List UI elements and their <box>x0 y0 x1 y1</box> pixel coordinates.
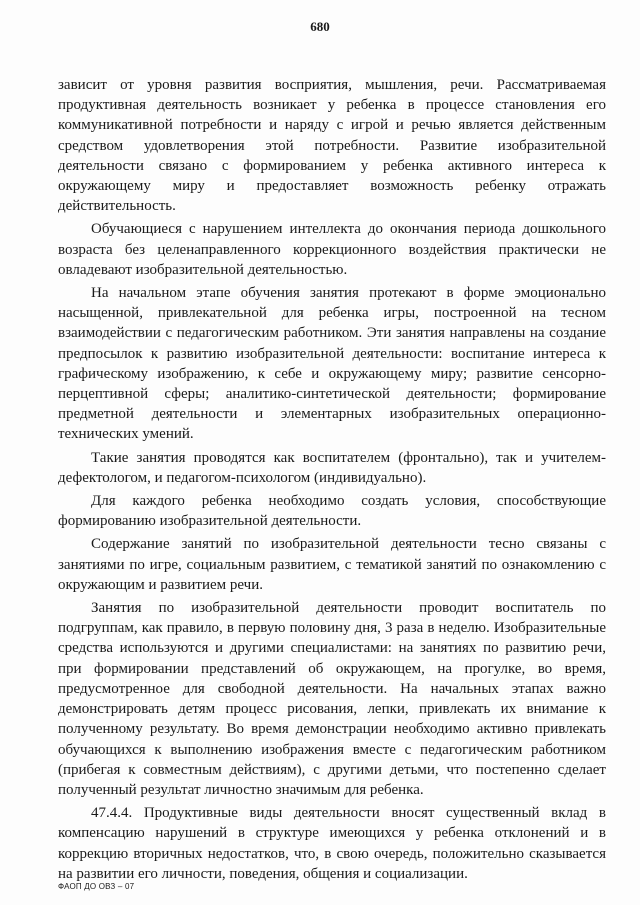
paragraph-8: 47.4.4. Продуктивные виды деятельности вносят существенный вклад в компенсацию нарушений в структуре имеющихся у ребенка отклонений и в коррекцию вторичных недостатков, что, в свою очередь, положительно сказывается на развитии его личности, поведения, общения и социализации. <box>58 805 606 882</box>
paragraph-7: Занятия по изобразительной деятельности проводит воспитатель по подгруппам, как правило, в первую половину дня, 3 раза в неделю. Изобразительные средства используются и другими специалистами: на занятиях по развитию речи, при формировании представлений об окружающем, на прогулке, во время, предусмотренное для свободной деятельности. На начальных этапах важно демонстрировать детям процесс рисования, лепки, привлекать их внимание к полученному результату. Во время демонстрации необходимо активно привлекать обучающихся к выполнению изображения вместе с педагогическим работником (прибегая к совместным действиям), с другими детьми, что постепенно сделает полученный результат личностно значимым для ребенка. <box>58 600 606 798</box>
page-number: 680 <box>310 19 330 34</box>
footer-label: ФАОП ДО ОВЗ – 07 <box>58 882 135 891</box>
paragraph-4: Такие занятия проводятся как воспитателем (фронтально), так и учителем-дефектологом, и педагогом-психологом (индивидуально). <box>58 449 606 486</box>
body-text <box>58 75 606 887</box>
paragraph-3: На начальном этапе обучения занятия протекают в форме эмоционально насыщенной, привлекательной для ребенка игры, построенной на тесном взаимодействии с педагогическим работником. Эти занятия направлены на создание предпосылок к развитию изобразительной деятельности: воспитание интереса к графическому изображению, к себе и окружающему миру; развитие сенсорно-перцептивной сферы; аналитико-синтетической деятельности; формирование предметной деятельности и элементарных изобразительных операционно-технических умений. <box>58 285 606 443</box>
paragraph-6: Содержание занятий по изобразительной деятельности тесно связаны с занятиями по игре, социальным развитием, с тематикой занятий по ознакомлению с окружающим и развитием речи. <box>58 536 606 593</box>
paragraph-2: Обучающиеся с нарушением интеллекта до окончания периода дошкольного возраста без целенаправленного коррекционного воздействия практически не овладевают изобразительной деятельностью. <box>58 221 606 278</box>
paragraph-5: Для каждого ребенка необходимо создать условия, способствующие формированию изобразительной деятельности. <box>58 493 606 530</box>
paragraph-1: зависит от уровня развития восприятия, мышления, речи. Рассматриваемая продуктивная деятельность возникает у ребенка в процессе становления его коммуникативной потребности и наряду с игрой и речью является действенным средством удовлетворения этой потребности. Развитие изобразительной деятельности связано с формированием у ребенка активного интереса к окружающему миру и предоставляет возможность ребенку отражать действительность. <box>58 77 606 215</box>
